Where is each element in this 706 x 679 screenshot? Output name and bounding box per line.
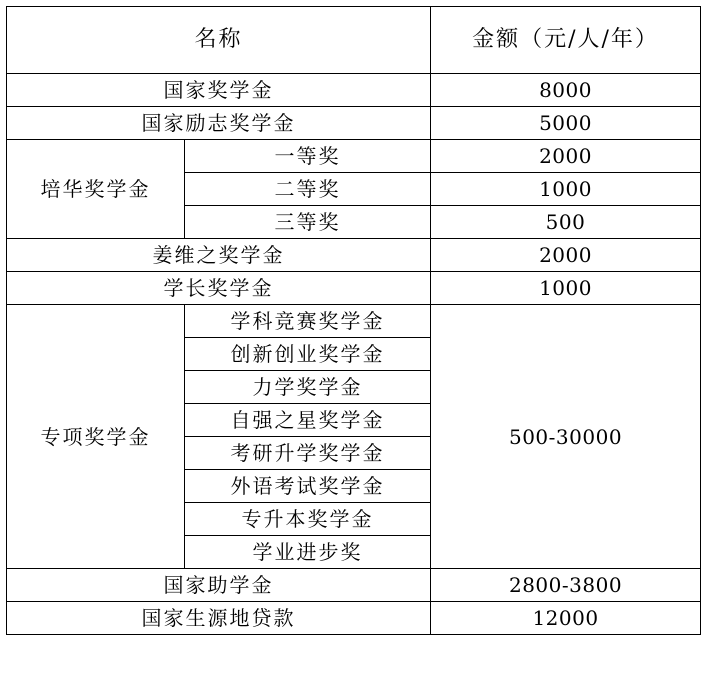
table-row (7, 569, 701, 602)
scholarship-table (6, 6, 701, 635)
row-name-national-encouragement: 国家励志奖学金 (7, 107, 431, 140)
peihua-tier-3: 三等奖 (185, 206, 431, 239)
special-item-5: 考研升学奖学金 (185, 437, 431, 470)
header-name: 名称 (7, 7, 431, 74)
row-amount-national-grant: 2800-3800 (431, 569, 701, 602)
special-item-4: 自强之星奖学金 (185, 404, 431, 437)
row-name-jiangwei: 姜维之奖学金 (7, 239, 431, 272)
row-amount-jiangwei: 2000 (431, 239, 701, 272)
row-name-national-scholarship: 国家奖学金 (7, 74, 431, 107)
peihua-tier-1: 一等奖 (185, 140, 431, 173)
peihua-tier-1-amount: 2000 (431, 140, 701, 173)
table-row (7, 602, 701, 635)
header-amount: 金额（元/人/年） (431, 7, 701, 74)
table-row (7, 107, 701, 140)
row-amount-national-encouragement: 5000 (431, 107, 701, 140)
row-name-xuezhang: 学长奖学金 (7, 272, 431, 305)
row-name-special: 专项奖学金 (7, 305, 185, 569)
row-name-national-grant: 国家助学金 (7, 569, 431, 602)
peihua-tier-2-amount: 1000 (431, 173, 701, 206)
table-row (7, 305, 701, 338)
row-name-student-loan: 国家生源地贷款 (7, 602, 431, 635)
row-amount-student-loan: 12000 (431, 602, 701, 635)
special-item-2: 创新创业奖学金 (185, 338, 431, 371)
row-amount-national-scholarship: 8000 (431, 74, 701, 107)
special-item-7: 专升本奖学金 (185, 503, 431, 536)
special-item-3: 力学奖学金 (185, 371, 431, 404)
special-item-6: 外语考试奖学金 (185, 470, 431, 503)
special-item-1: 学科竞赛奖学金 (185, 305, 431, 338)
row-amount-special: 500-30000 (431, 305, 701, 569)
row-name-peihua: 培华奖学金 (7, 140, 185, 239)
table-row (7, 239, 701, 272)
table-row (7, 140, 701, 173)
table-row (7, 272, 701, 305)
header-row (7, 7, 701, 74)
table-row (7, 74, 701, 107)
row-amount-xuezhang: 1000 (431, 272, 701, 305)
special-item-8: 学业进步奖 (185, 536, 431, 569)
peihua-tier-3-amount: 500 (431, 206, 701, 239)
peihua-tier-2: 二等奖 (185, 173, 431, 206)
